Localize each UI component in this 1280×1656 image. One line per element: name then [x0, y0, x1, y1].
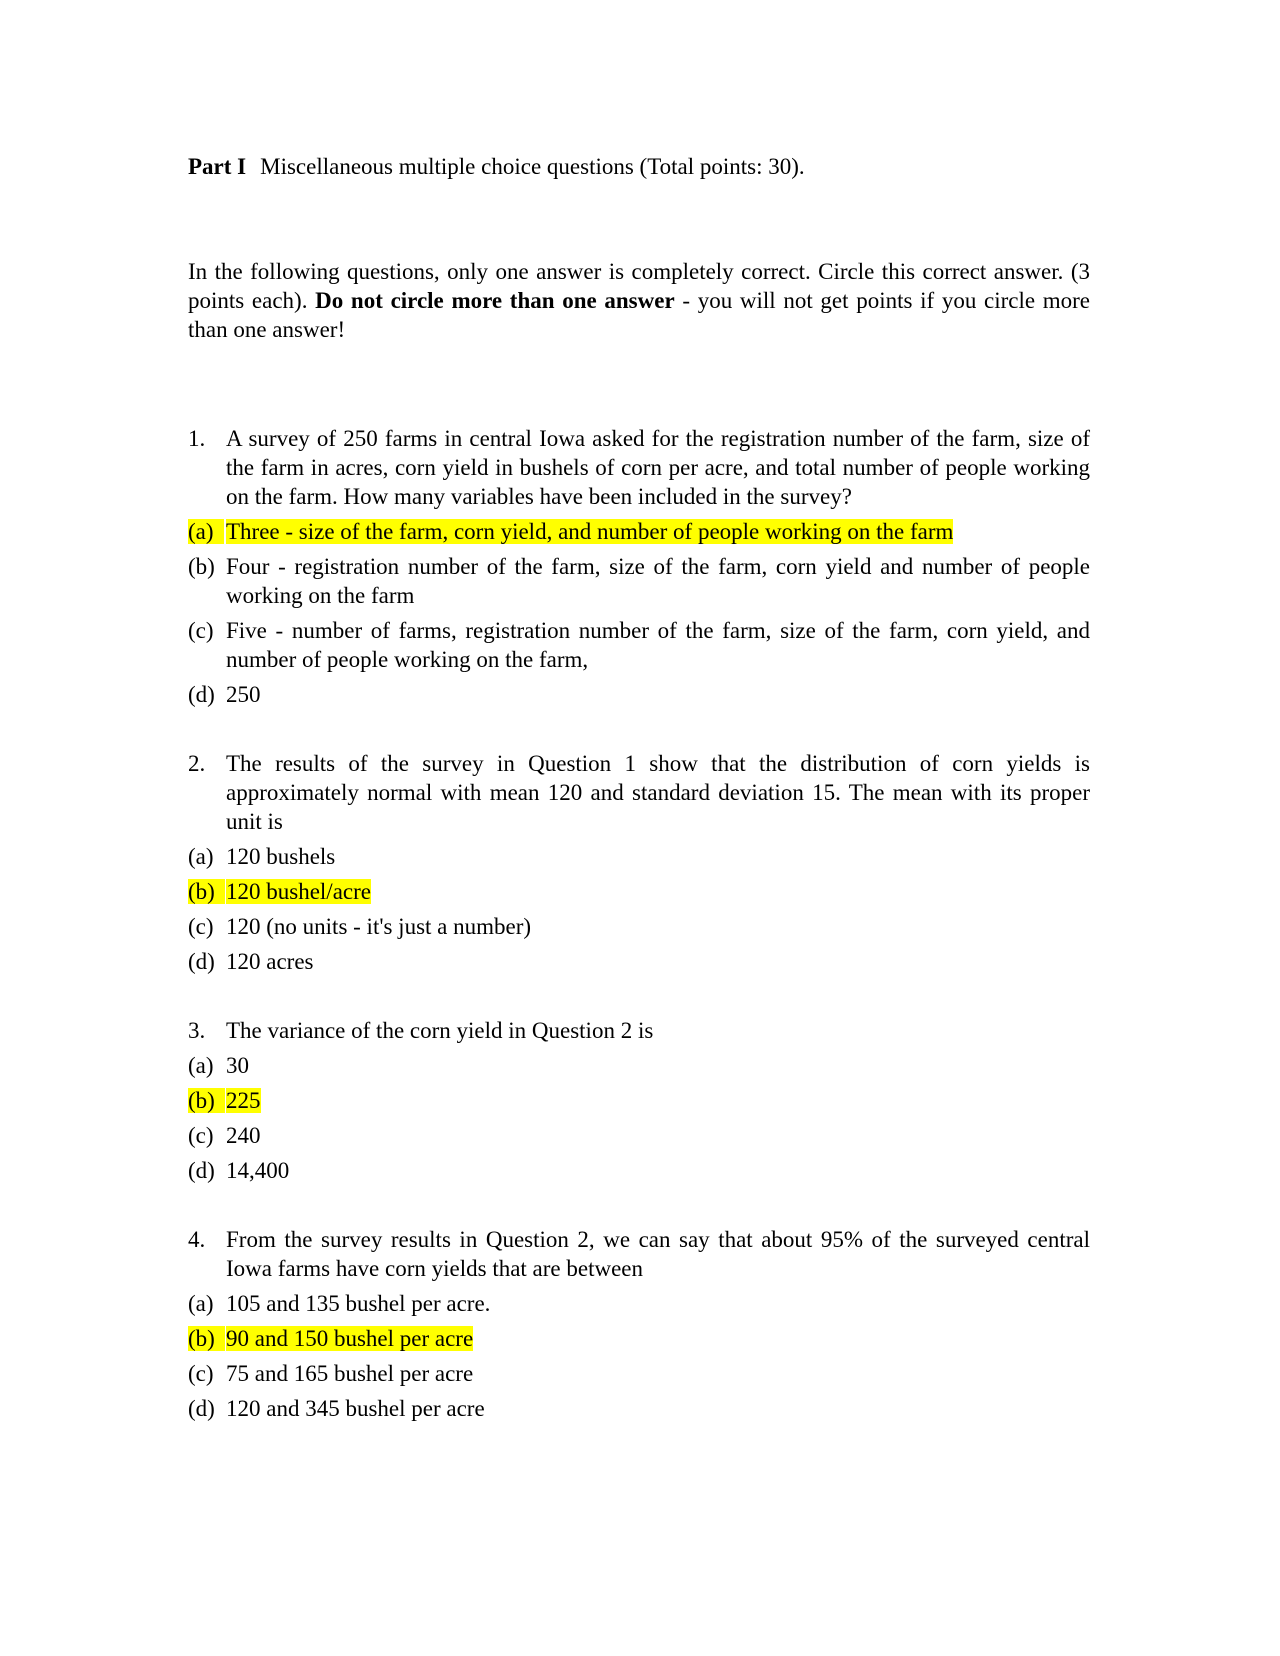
question-block	[188, 424, 1090, 709]
option-letter-text: (c)	[188, 1361, 214, 1386]
option-text-wrap	[226, 947, 1090, 976]
option-text-wrap	[226, 1156, 1090, 1185]
question-text: The results of the survey in Question 1 show that the distribution of corn yields is approximately normal with mean 120 and standard deviation 15. The mean with its proper unit is	[226, 751, 1090, 834]
part-title: Miscellaneous multiple choice questions (Total points: 30).	[260, 154, 805, 179]
option-text: 120 (no units - it's just a number)	[226, 914, 532, 939]
question-text: The variance of the corn yield in Question 2 is	[226, 1018, 654, 1043]
option-letter-text: (d)	[188, 1396, 215, 1421]
option-text-wrap	[226, 1324, 1090, 1353]
option-letter-text: (c)	[188, 914, 214, 939]
option-text-wrap	[226, 1121, 1090, 1150]
option-letter	[188, 1156, 226, 1185]
option-letter-text: (c)	[188, 1123, 214, 1148]
question-block	[188, 1016, 1090, 1185]
question-stem	[188, 1016, 1090, 1045]
option-text-wrap	[226, 1289, 1090, 1318]
answer-option[interactable]	[188, 1121, 1090, 1150]
question-block	[188, 749, 1090, 976]
document-page	[188, 152, 1090, 1423]
option-letter-text: (d)	[188, 949, 215, 974]
option-text-wrap	[226, 1394, 1090, 1423]
question-text: A survey of 250 farms in central Iowa asked for the registration number of the farm, size of the farm in acres, corn yield in bushels of corn per acre, and total number of people working on the farm. How many variables have been included in the survey?	[226, 426, 1090, 509]
option-letter-text: (b)	[188, 879, 225, 904]
option-letter	[188, 912, 226, 941]
option-text-wrap	[226, 616, 1090, 674]
option-text: 120 bushels	[226, 844, 336, 869]
option-letter	[188, 842, 226, 871]
option-letter	[188, 1359, 226, 1388]
option-text: Four - registration number of the farm, size of the farm, corn yield and number of people working on the farm	[226, 554, 1090, 608]
question-number: 3.	[188, 1018, 206, 1043]
question-text: From the survey results in Question 2, we can say that about 95% of the surveyed central Iowa farms have corn yields that are between	[226, 1227, 1090, 1281]
option-letter-text: (b)	[188, 1088, 225, 1113]
question-number: 1.	[188, 426, 206, 451]
option-text: 75 and 165 bushel per acre	[226, 1361, 474, 1386]
option-letter-text: (b)	[188, 1326, 225, 1351]
option-text: 250	[226, 682, 261, 707]
page-heading	[188, 152, 1090, 181]
option-text-wrap	[226, 912, 1090, 941]
option-text: 30	[226, 1053, 249, 1078]
answer-option-highlighted[interactable]	[188, 1086, 1090, 1115]
instructions-text-after: - you will not get points if you circle more than one answer!	[188, 288, 1091, 342]
question-stem	[188, 424, 1090, 511]
option-letter-text: (a)	[188, 1291, 214, 1316]
question-list	[188, 424, 1090, 1423]
answer-option[interactable]	[188, 1156, 1090, 1185]
option-letter	[188, 1394, 226, 1423]
option-text-wrap	[226, 842, 1090, 871]
option-text-wrap	[226, 1051, 1090, 1080]
option-text: 225	[226, 1088, 261, 1113]
option-text-wrap	[226, 517, 1090, 546]
option-letter-text: (c)	[188, 618, 214, 643]
answer-option[interactable]	[188, 616, 1090, 674]
option-letter-text: (a)	[188, 519, 224, 544]
option-letter	[188, 1121, 226, 1150]
instructions-bold-warning: Do not circle more than one answer	[315, 288, 675, 313]
option-letter-text: (d)	[188, 1158, 215, 1183]
option-text: 105 and 135 bushel per acre.	[226, 1291, 491, 1316]
answer-option[interactable]	[188, 1359, 1090, 1388]
option-letter	[188, 1289, 226, 1318]
option-text-wrap	[226, 1359, 1090, 1388]
option-text: Five - number of farms, registration number of the farm, size of the farm, corn yield, and number of people working on the farm,	[226, 618, 1090, 672]
option-text-wrap	[226, 680, 1090, 709]
option-letter-text: (d)	[188, 682, 215, 707]
option-letter	[188, 1051, 226, 1080]
question-number: 4.	[188, 1227, 206, 1252]
question-stem	[188, 749, 1090, 836]
instructions-text-before: In the following questions, only one answer is completely correct. Circle this correct answer. (3 points each).	[188, 259, 1090, 313]
option-text-wrap	[226, 877, 1090, 906]
answer-option[interactable]	[188, 947, 1090, 976]
option-letter	[188, 616, 226, 674]
option-text: 120 acres	[226, 949, 314, 974]
answer-option[interactable]	[188, 842, 1090, 871]
option-text: 120 bushel/acre	[226, 879, 371, 904]
option-text: 120 and 345 bushel per acre	[226, 1396, 485, 1421]
option-text: 14,400	[226, 1158, 290, 1183]
answer-option[interactable]	[188, 680, 1090, 709]
answer-option-highlighted[interactable]	[188, 877, 1090, 906]
answer-option[interactable]	[188, 1394, 1090, 1423]
option-letter	[188, 552, 226, 610]
answer-option[interactable]	[188, 1289, 1090, 1318]
question-number: 2.	[188, 751, 206, 776]
option-text: 90 and 150 bushel per acre	[226, 1326, 474, 1351]
option-letter-text: (a)	[188, 844, 214, 869]
part-label: Part I	[188, 154, 247, 179]
option-letter	[188, 877, 226, 906]
option-text-wrap	[226, 1086, 1090, 1115]
option-letter	[188, 1086, 226, 1115]
option-letter-text: (a)	[188, 1053, 214, 1078]
option-letter-text: (b)	[188, 554, 215, 579]
question-block	[188, 1225, 1090, 1423]
answer-option[interactable]	[188, 1051, 1090, 1080]
option-letter	[188, 517, 226, 546]
answer-option[interactable]	[188, 912, 1090, 941]
option-letter	[188, 680, 226, 709]
answer-option-highlighted[interactable]	[188, 1324, 1090, 1353]
answer-option-highlighted[interactable]	[188, 517, 1090, 546]
option-letter	[188, 947, 226, 976]
option-text: 240	[226, 1123, 261, 1148]
option-text: Three - size of the farm, corn yield, and number of people working on the farm	[226, 519, 954, 544]
option-text-wrap	[226, 552, 1090, 610]
question-stem	[188, 1225, 1090, 1283]
option-letter	[188, 1324, 226, 1353]
instructions-paragraph	[188, 257, 1090, 344]
answer-option[interactable]	[188, 552, 1090, 610]
